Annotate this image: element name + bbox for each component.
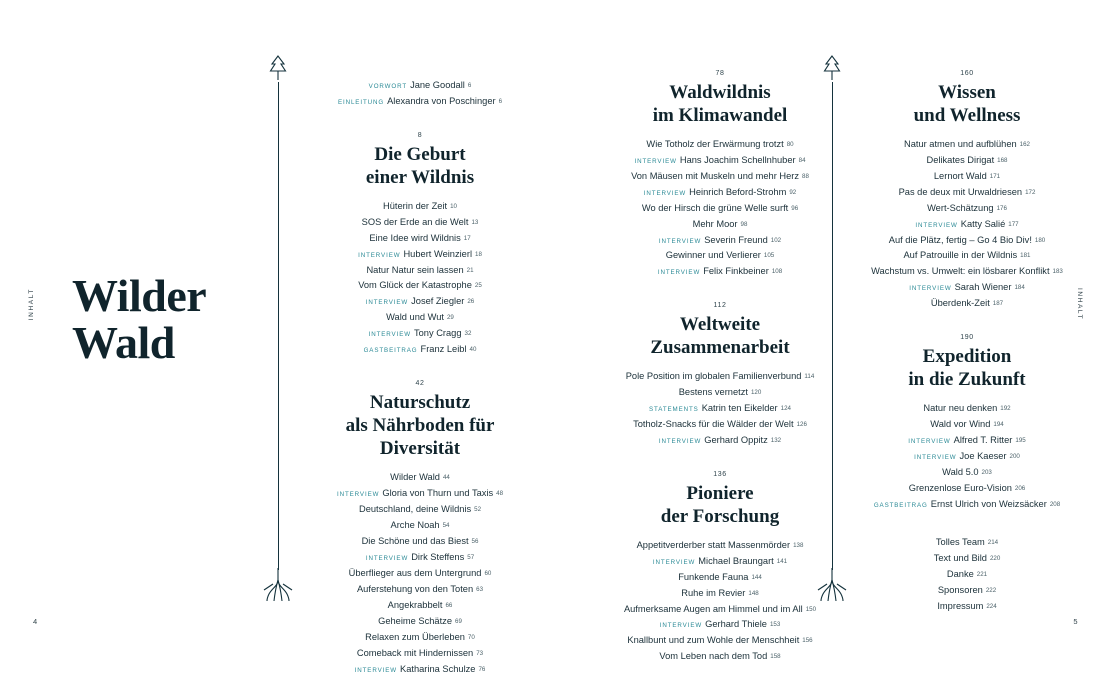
toc-entry[interactable] xyxy=(600,401,840,417)
toc-entry-kicker: INTERVIEW xyxy=(915,221,958,229)
toc-entry[interactable] xyxy=(600,586,840,602)
toc-entry-kicker: INTERVIEW xyxy=(908,437,951,445)
toc-entry-page: 63 xyxy=(476,585,484,593)
contents-column-c xyxy=(852,70,1082,615)
toc-entry-title: Alfred T. Ritter xyxy=(953,434,1013,445)
toc-entry[interactable] xyxy=(852,417,1082,433)
toc-section-title-line: Naturschutz xyxy=(369,392,471,414)
toc-entry[interactable] xyxy=(852,201,1082,217)
toc-entry-title: Katharina Schulze xyxy=(400,663,476,674)
toc-entry-title: Hüterin der Zeit xyxy=(383,200,448,211)
toc-entry-page: 200 xyxy=(1009,452,1020,460)
toc-entry[interactable] xyxy=(296,247,544,263)
toc-entry[interactable] xyxy=(296,263,544,279)
toc-entry[interactable] xyxy=(600,369,840,385)
toc-entry-kicker: STATEMENTS xyxy=(649,406,699,414)
toc-entry-title: Auferstehung von den Toten xyxy=(356,583,474,594)
tree-roots-icon xyxy=(262,568,294,602)
toc-entry-page: 144 xyxy=(751,573,762,581)
toc-entry-page: 120 xyxy=(750,389,762,397)
toc-section xyxy=(296,78,544,110)
toc-entry[interactable] xyxy=(852,233,1082,249)
toc-section-number: 112 xyxy=(713,302,727,310)
toc-entry-page: 6 xyxy=(498,97,503,105)
toc-section-title-line: einer Wildnis xyxy=(365,166,475,188)
toc-entry[interactable] xyxy=(852,449,1082,465)
toc-entry-title: Wie Totholz der Erwärmung trotzt xyxy=(646,138,784,149)
toc-entry[interactable] xyxy=(296,598,544,614)
toc-entry-page: 105 xyxy=(763,252,775,260)
toc-entry-page: 108 xyxy=(771,268,783,276)
toc-entry-list xyxy=(852,401,1082,513)
toc-entry[interactable] xyxy=(296,582,544,598)
toc-section-title-line: Die Geburt xyxy=(374,143,466,165)
toc-entry-page: 172 xyxy=(1025,188,1036,196)
toc-entry-title: Natur Natur sein lassen xyxy=(366,264,464,275)
toc-entry-title: Funkende Fauna xyxy=(678,571,749,582)
toc-section-title-line: der Forschung xyxy=(660,505,780,527)
toc-entry-list xyxy=(296,470,544,678)
toc-entry[interactable] xyxy=(600,217,840,233)
toc-entry[interactable] xyxy=(296,614,544,630)
toc-entry[interactable] xyxy=(600,185,840,201)
toc-entry-title: Wald vor Wind xyxy=(930,419,991,429)
toc-entry-page: 194 xyxy=(993,421,1004,428)
toc-entry-kicker: INTERVIEW xyxy=(914,453,957,461)
toc-entry-title: Gloria von Thurn und Taxis xyxy=(382,487,494,498)
toc-entry[interactable] xyxy=(600,538,840,554)
toc-entry-title: Jane Goodall xyxy=(410,80,465,90)
toc-entry-page: 26 xyxy=(467,298,475,306)
toc-entry-kicker: INTERVIEW xyxy=(643,189,687,197)
toc-entry[interactable] xyxy=(296,662,544,678)
toc-entry[interactable] xyxy=(600,233,840,249)
toc-entry[interactable] xyxy=(852,551,1082,567)
toc-entry-kicker: INTERVIEW xyxy=(658,237,702,245)
toc-entry[interactable] xyxy=(296,630,544,646)
toc-section-title-line: Wissen xyxy=(938,82,996,103)
toc-entry-page: 181 xyxy=(1020,252,1031,260)
toc-entry-page: 124 xyxy=(780,405,791,413)
toc-entry-page: 187 xyxy=(992,300,1004,308)
backmatter-list xyxy=(852,535,1082,615)
toc-entry[interactable] xyxy=(852,465,1082,481)
toc-section-title-line: als Nährboden für xyxy=(345,415,495,437)
toc-entry[interactable] xyxy=(296,231,544,247)
toc-entry[interactable] xyxy=(852,583,1082,599)
toc-section-number: 42 xyxy=(415,380,425,388)
toc-entry[interactable] xyxy=(600,385,840,401)
toc-section-title[interactable] xyxy=(600,82,840,128)
toc-entry-kicker: INTERVIEW xyxy=(652,558,696,566)
toc-entry-list xyxy=(600,137,840,281)
toc-entry[interactable] xyxy=(600,554,840,570)
toc-entry-kicker: INTERVIEW xyxy=(657,269,701,277)
toc-entry[interactable] xyxy=(852,296,1082,312)
toc-entry-title: Wo der Hirsch die grüne Welle surft xyxy=(641,202,789,213)
toc-entry-title: Pas de deux mit Urwaldriesen xyxy=(898,186,1023,197)
toc-entry-title: Ruhe im Revier xyxy=(681,587,746,598)
toc-entry[interactable] xyxy=(600,264,840,280)
folio-left: 4 xyxy=(33,617,38,626)
toc-entry-page: 162 xyxy=(1019,140,1030,148)
toc-entry-page: 150 xyxy=(805,605,817,613)
toc-entry-title: Wachstum vs. Umwelt: ein lösbarer Konflikt xyxy=(871,266,1050,277)
toc-entry[interactable] xyxy=(600,570,840,586)
toc-entry[interactable] xyxy=(600,633,840,649)
folio-right: 5 xyxy=(1073,617,1078,626)
toc-entry-page: 73 xyxy=(476,649,484,657)
toc-entry-kicker: VORWORT xyxy=(368,83,408,90)
toc-entry-title: Geheime Schätze xyxy=(378,615,452,626)
toc-entry-title: Deutschland, deine Wildnis xyxy=(358,503,472,514)
toc-entry-title: Pole Position im globalen Familienverbund xyxy=(625,371,802,382)
toc-section-title[interactable] xyxy=(600,314,840,360)
toc-section-title-line: Expedition xyxy=(922,346,1012,368)
toc-entry-page: 132 xyxy=(770,436,782,444)
toc-entry-page: 192 xyxy=(1000,405,1011,413)
toc-entry-page: 52 xyxy=(474,505,482,513)
toc-entry[interactable] xyxy=(296,94,544,110)
toc-entry[interactable] xyxy=(852,433,1082,449)
toc-entry-kicker: INTERVIEW xyxy=(365,554,409,562)
toc-entry-page: 80 xyxy=(786,140,794,148)
toc-entry[interactable] xyxy=(296,550,544,566)
toc-section-number: 136 xyxy=(713,470,727,478)
toc-entry-page: 56 xyxy=(471,537,479,545)
toc-entry-page: 158 xyxy=(770,653,781,661)
toc-entry[interactable] xyxy=(600,417,840,433)
toc-entry-title: Überflieger aus dem Untergrund xyxy=(348,567,482,578)
toc-section-title[interactable] xyxy=(296,144,544,190)
toc-entry[interactable] xyxy=(600,153,840,169)
toc-entry-page: 224 xyxy=(986,602,997,610)
toc-entry-title: Hans Joachim Schellnhuber xyxy=(679,154,796,165)
toc-section-title[interactable] xyxy=(852,346,1082,392)
toc-entry[interactable] xyxy=(600,137,840,153)
toc-entry[interactable] xyxy=(600,433,840,449)
toc-entry-title: Vom Leben nach dem Tod xyxy=(659,651,768,662)
toc-entry-title: Mehr Moor xyxy=(692,218,738,229)
toc-section xyxy=(600,471,840,665)
toc-entry-page: 206 xyxy=(1014,484,1026,492)
toc-section-title-line: in die Zukunft xyxy=(908,369,1026,391)
toc-section-number: 160 xyxy=(960,70,974,77)
toc-section xyxy=(296,380,544,677)
toc-entry-list xyxy=(600,369,840,449)
toc-entry-page: 44 xyxy=(442,473,450,481)
toc-entry-page: 60 xyxy=(484,569,492,577)
toc-entry-kicker: INTERVIEW xyxy=(658,437,702,445)
toc-entry-title: Natur neu denken xyxy=(923,403,998,414)
toc-entry-title: Die Schöne und das Biest xyxy=(361,535,469,546)
toc-entry-title: Tolles Team xyxy=(935,536,985,547)
toc-entry[interactable] xyxy=(600,617,840,633)
column-rule-left xyxy=(278,82,279,570)
toc-entry-title: Josef Ziegler xyxy=(411,296,465,307)
toc-section-number: 190 xyxy=(960,334,974,342)
toc-entry-title: Katty Salié xyxy=(960,218,1006,229)
toc-entry[interactable] xyxy=(296,534,544,550)
toc-entry-page: 214 xyxy=(987,538,999,546)
toc-entry-title: Von Mäusen mit Muskeln und mehr Herz xyxy=(631,170,800,181)
toc-entry-kicker: INTERVIEW xyxy=(336,490,380,498)
toc-entry-title: Relaxen zum Überleben xyxy=(365,631,465,642)
toc-entry[interactable] xyxy=(296,310,544,326)
toc-section xyxy=(600,302,840,449)
page-title-line-1: Wilder xyxy=(72,270,207,321)
toc-entry-page: 221 xyxy=(976,570,988,578)
toc-entry[interactable] xyxy=(852,535,1082,551)
toc-entry-title: Vom Glück der Katastrophe xyxy=(358,280,472,291)
toc-entry-title: Sponsoren xyxy=(937,584,983,595)
toc-entry-page: 177 xyxy=(1008,220,1019,228)
toc-entry[interactable] xyxy=(852,217,1082,233)
toc-entry[interactable] xyxy=(852,169,1082,185)
toc-entry-title: Text und Bild xyxy=(933,552,987,563)
toc-entry-page: 84 xyxy=(798,156,806,164)
toc-entry-title: Impressum xyxy=(937,600,984,611)
toc-entry[interactable] xyxy=(296,646,544,662)
toc-entry-page: 48 xyxy=(496,489,504,497)
toc-entry-page: 88 xyxy=(802,172,809,180)
toc-entry[interactable] xyxy=(600,248,840,264)
toc-entry[interactable] xyxy=(852,153,1082,169)
toc-entry-page: 40 xyxy=(469,346,477,354)
toc-entry-list xyxy=(600,538,840,666)
toc-entry-kicker: GASTBEITRAG xyxy=(363,347,418,355)
running-head-right: INHALT xyxy=(1076,288,1083,321)
toc-entry-title: Gewinner und Verlierer xyxy=(665,250,761,261)
toc-entry-page: 69 xyxy=(455,617,462,625)
page-title-line-2: Wald xyxy=(72,317,175,369)
toc-entry-title: Alexandra von Poschinger xyxy=(387,95,496,106)
toc-entry-page: 54 xyxy=(442,521,450,529)
toc-section-title[interactable] xyxy=(852,82,1082,128)
toc-section-title-line: Waldwildnis xyxy=(669,82,771,103)
toc-entry-page: 168 xyxy=(997,156,1008,164)
toc-entry-kicker: INTERVIEW xyxy=(365,299,409,307)
toc-entry-page: 148 xyxy=(748,589,759,597)
toc-entry-page: 98 xyxy=(740,220,748,228)
toc-entry-page: 66 xyxy=(445,601,453,609)
toc-entry[interactable] xyxy=(296,470,544,486)
running-head-left: INHALT xyxy=(28,288,35,321)
toc-entry-page: 208 xyxy=(1049,500,1061,508)
toc-entry-title: Wald 5.0 xyxy=(942,466,979,477)
toc-entry-page: 102 xyxy=(770,236,782,244)
toc-entry-title: Dirk Steffens xyxy=(411,551,465,562)
toc-entry-title: Appetitverderber statt Massenmörder xyxy=(636,539,791,550)
toc-entry[interactable] xyxy=(852,137,1082,153)
toc-entry-title: Überdenk-Zeit xyxy=(930,298,990,309)
toc-entry-kicker: INTERVIEW xyxy=(368,331,411,339)
toc-entry[interactable] xyxy=(852,401,1082,417)
page-title xyxy=(72,272,262,367)
toc-entry-page: 25 xyxy=(474,282,482,290)
contents-column-b xyxy=(600,70,840,687)
toc-entry-page: 222 xyxy=(985,586,997,594)
toc-entry-title: Joe Kaeser xyxy=(959,450,1007,461)
toc-entry-title: Wilder Wald xyxy=(390,471,440,482)
toc-entry-title: Severin Freund xyxy=(704,234,768,245)
toc-entry-title: Katrin ten Eikelder xyxy=(701,403,778,414)
toc-entry-list xyxy=(296,199,544,359)
toc-entry-page: 18 xyxy=(475,250,482,258)
toc-entry-kicker: INTERVIEW xyxy=(358,251,401,259)
toc-entry-page: 29 xyxy=(446,314,454,322)
toc-entry[interactable] xyxy=(296,199,544,215)
toc-entry-kicker: INTERVIEW xyxy=(909,285,952,293)
toc-entry[interactable] xyxy=(296,342,544,358)
toc-entry[interactable] xyxy=(296,294,544,310)
toc-entry-page: 70 xyxy=(467,633,475,641)
toc-section-number: 8 xyxy=(417,131,423,139)
toc-entry-title: Angekrabbelt xyxy=(387,599,443,610)
toc-entry-page: 195 xyxy=(1015,436,1026,444)
toc-entry[interactable] xyxy=(296,278,544,294)
toc-entry-title: Wald und Wut xyxy=(386,312,444,323)
contents-column-a xyxy=(296,78,544,700)
toc-entry-page: 138 xyxy=(793,541,804,549)
toc-entry[interactable] xyxy=(852,497,1082,513)
toc-entry-page: 156 xyxy=(802,637,813,645)
toc-section-number: 78 xyxy=(715,70,725,77)
toc-entry-page: 92 xyxy=(789,188,797,196)
toc-entry[interactable] xyxy=(296,518,544,534)
toc-entry[interactable] xyxy=(296,326,544,342)
toc-entry-kicker: INTERVIEW xyxy=(659,622,703,630)
toc-section-title-line: im Klimawandel xyxy=(652,104,788,126)
toc-entry-title: Wert-Schätzung xyxy=(927,202,994,213)
toc-entry-title: Gerhard Thiele xyxy=(705,619,767,630)
toc-entry-title: Michael Braungart xyxy=(698,555,774,566)
toc-entry-page: 153 xyxy=(769,621,781,629)
toc-entry-page: 183 xyxy=(1052,268,1063,276)
toc-entry-title: Natur atmen und aufblühen xyxy=(903,138,1017,149)
toc-entry-page: 10 xyxy=(450,202,457,210)
toc-entry-title: Auf die Plätz, fertig – Go 4 Bio Div! xyxy=(888,234,1032,245)
toc-entry-page: 203 xyxy=(981,468,992,476)
toc-entry-title: Ernst Ulrich von Weizsäcker xyxy=(930,498,1047,509)
toc-entry-kicker: GASTBEITRAG xyxy=(873,501,928,509)
toc-entry-title: SOS der Erde an die Welt xyxy=(361,216,469,227)
toc-entry[interactable] xyxy=(600,201,840,217)
toc-entry-title: Totholz-Snacks für die Wälder der Welt xyxy=(633,419,794,429)
toc-entry-page: 96 xyxy=(791,204,799,212)
toc-entry[interactable] xyxy=(600,169,840,185)
toc-section-title[interactable] xyxy=(600,483,840,529)
tree-icon xyxy=(266,54,290,80)
toc-section-title-line: und Wellness xyxy=(913,104,1021,126)
toc-entry-title: Felix Finkbeiner xyxy=(703,266,769,277)
toc-section xyxy=(852,70,1082,312)
toc-entry-list xyxy=(296,78,544,110)
toc-entry-title: Auf Patrouille in der Wildnis xyxy=(903,250,1018,261)
toc-entry-title: Heinrich Beford-Strohm xyxy=(689,186,787,197)
toc-entry-page: 184 xyxy=(1014,284,1025,292)
toc-entry-title: Bestens vernetzt xyxy=(678,387,748,398)
toc-entry[interactable] xyxy=(852,599,1082,615)
toc-section-title-line: Zusammenarbeit xyxy=(650,337,790,359)
toc-entry-page: 6 xyxy=(467,82,472,89)
toc-entry[interactable] xyxy=(600,649,840,665)
toc-entry[interactable] xyxy=(852,264,1082,280)
toc-entry-page: 171 xyxy=(989,172,1001,180)
toc-entry-title: Lernort Wald xyxy=(933,170,987,181)
toc-entry[interactable] xyxy=(296,566,544,582)
toc-section-title[interactable] xyxy=(296,392,544,460)
toc-entry[interactable] xyxy=(296,78,544,94)
toc-entry[interactable] xyxy=(296,502,544,518)
toc-entry-kicker: INTERVIEW xyxy=(634,157,677,165)
toc-entry-title: Aufmerksame Augen am Himmel und im All xyxy=(623,603,803,614)
toc-entry-page: 180 xyxy=(1034,236,1046,244)
toc-entry-page: 220 xyxy=(989,554,1001,562)
toc-entry[interactable] xyxy=(852,567,1082,583)
toc-entry-list xyxy=(852,137,1082,313)
toc-entry[interactable] xyxy=(296,215,544,231)
toc-entry-title: Grenzenlose Euro-Vision xyxy=(908,482,1012,493)
toc-entry-title: Hubert Weinzierl xyxy=(403,248,473,259)
toc-entry-page: 76 xyxy=(478,665,486,673)
toc-entry-kicker: INTERVIEW xyxy=(354,666,397,674)
toc-entry-title: Tony Cragg xyxy=(413,328,462,339)
toc-section xyxy=(600,70,840,280)
toc-entry-title: Delikates Dirigat xyxy=(926,154,995,165)
toc-entry-title: Gerhard Oppitz xyxy=(704,434,768,445)
toc-entry-page: 13 xyxy=(471,218,479,226)
toc-section-title-line: Pioniere xyxy=(686,482,754,504)
toc-entry-page: 21 xyxy=(466,266,474,274)
toc-entry-page: 32 xyxy=(464,330,472,338)
toc-entry[interactable] xyxy=(852,280,1082,296)
toc-entry-title: Comeback mit Hindernissen xyxy=(356,647,474,658)
toc-entry-page: 126 xyxy=(796,421,807,428)
toc-entry-page: 141 xyxy=(776,557,788,565)
toc-entry[interactable] xyxy=(852,481,1082,497)
toc-section-title-line: Diversität xyxy=(379,438,461,459)
toc-entry-page: 176 xyxy=(996,204,1007,212)
toc-entry-page: 57 xyxy=(467,553,475,561)
toc-entry-title: Arche Noah xyxy=(390,519,440,530)
toc-entry[interactable] xyxy=(600,602,840,618)
toc-entry-kicker: EINLEITUNG xyxy=(337,98,385,106)
toc-entry-title: Knallbunt und zum Wohle der Menschheit xyxy=(627,635,800,646)
toc-entry-title: Franz Leibl xyxy=(420,344,467,355)
toc-entry[interactable] xyxy=(852,248,1082,264)
toc-section xyxy=(852,334,1082,512)
toc-entry-page: 17 xyxy=(463,234,471,242)
toc-entry-title: Danke xyxy=(946,568,974,579)
toc-section-title-line: Weltweite xyxy=(679,314,761,336)
toc-entry-title: Eine Idee wird Wildnis xyxy=(369,232,461,243)
toc-section xyxy=(296,132,544,358)
toc-entry-page: 114 xyxy=(804,373,815,381)
toc-entry[interactable] xyxy=(296,486,544,502)
toc-entry-title: Sarah Wiener xyxy=(954,282,1012,293)
toc-entry[interactable] xyxy=(852,185,1082,201)
